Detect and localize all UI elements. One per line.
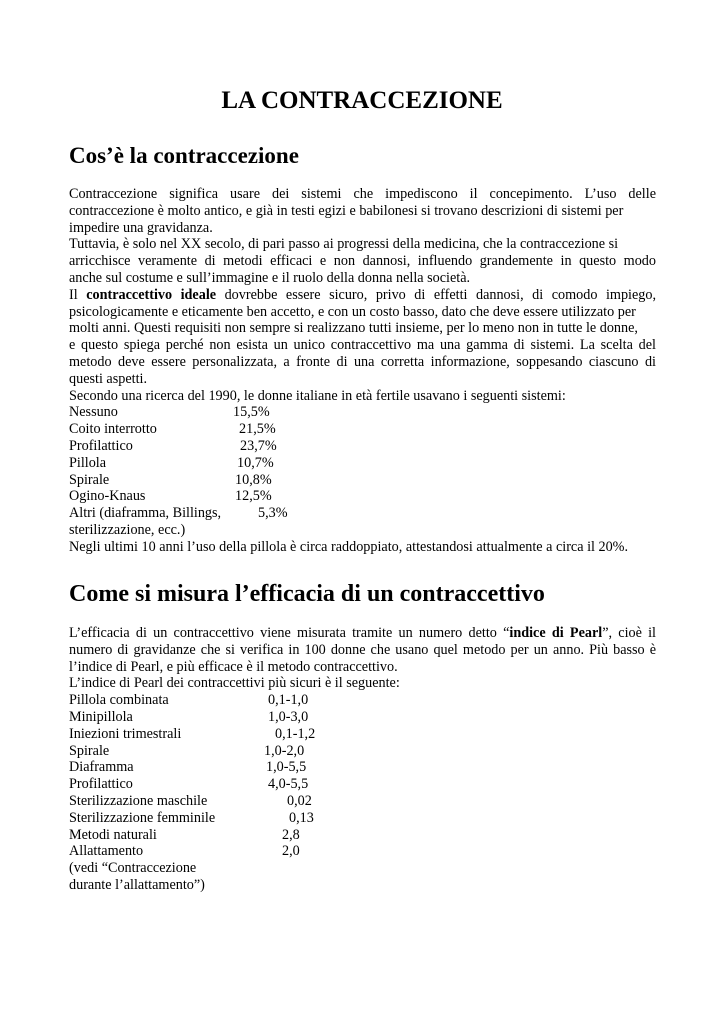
paragraph-line: questi aspetti.: [69, 370, 148, 387]
paragraph-line: e questo spiega perché non esista un unico contraccettivo ma una gamma di sistemi. La scelta del: [69, 337, 656, 354]
usage-method: Nessuno: [69, 404, 118, 421]
pearl-row: [69, 827, 656, 844]
pearl-row: [69, 793, 656, 810]
usage-method: Spirale: [69, 471, 110, 488]
usage-value: 5,3%: [258, 505, 288, 522]
pearl-index-list: [69, 692, 656, 860]
pearl-index-term: indice di Pearl: [509, 625, 603, 641]
paragraph-line: psicologicamente e eticamente ben accetto, e con un costo basso, dato che deve essere utilizzato per: [69, 303, 636, 320]
pearl-method: Spirale: [69, 742, 110, 759]
ideal-contraceptive-term: contraccettivo ideale: [86, 286, 217, 303]
paragraph-line: impedire una gravidanza.: [69, 219, 213, 236]
usage-method: Coito interrotto: [69, 421, 157, 438]
usage-value: 10,7%: [237, 454, 274, 471]
paragraph-line-ideal: [69, 287, 656, 304]
pearl-value: 2,0: [282, 843, 300, 860]
section-efficacy-body: [69, 625, 656, 894]
section-what-is-body: [69, 186, 656, 556]
usage-row: [69, 404, 656, 421]
pearl-value: 1,0-5,5: [266, 759, 307, 776]
pearl-method: Iniezioni trimestrali: [69, 725, 182, 742]
pearl-row: [69, 759, 656, 776]
text-fragment: ”, cioè il: [602, 625, 656, 641]
pearl-row: [69, 692, 656, 709]
paragraph-line: arricchisce veramente di metodi efficaci e non dannosi, influendo grandemente in questo modo: [69, 253, 656, 270]
usage-row: [69, 438, 656, 455]
usage-row: [69, 472, 656, 489]
usage-method: Profilattico: [69, 437, 133, 454]
pearl-method: Minipillola: [69, 708, 133, 725]
usage-list: [69, 404, 656, 538]
paragraph-line: contraccezione è molto antico, e già in testi egizi e babilonesi si trovano descrizioni di sistemi per: [69, 202, 624, 219]
text-fragment: Il: [69, 286, 87, 303]
section-heading-efficacy: Come si misura l’efficacia di un contraccettivo: [69, 581, 545, 607]
usage-method: Ogino-Knaus: [69, 488, 146, 505]
text-fragment: L’efficacia di un contraccettivo viene misurata tramite un numero detto “: [69, 625, 510, 641]
pearl-method: Metodi naturali: [69, 826, 157, 843]
pearl-row: [69, 810, 656, 827]
paragraph-line: Contraccezione significa usare dei sistemi che impediscono il concepimento. L’uso delle: [69, 186, 656, 202]
pearl-value: 0,1-1,0: [268, 692, 309, 709]
text-fragment: dovrebbe essere sicuro, privo di effetti dannosi, di comodo impiego,: [216, 286, 657, 303]
pearl-row: [69, 726, 656, 743]
usage-method: Altri (diaframma, Billings,: [69, 505, 222, 522]
pearl-value: 0,13: [289, 809, 314, 826]
pearl-value: 4,0-5,5: [268, 776, 309, 793]
usage-method: Pillola: [69, 454, 107, 471]
paragraph-line: anche sul costume e sull’immagine e il ruolo della donna nella società.: [69, 269, 471, 286]
pearl-row: [69, 743, 656, 760]
pearl-value: 0,02: [287, 792, 312, 809]
pearl-value: 1,0-2,0: [264, 742, 305, 759]
usage-value: 21,5%: [239, 421, 276, 438]
usage-row: [69, 505, 656, 522]
pearl-row: [69, 776, 656, 793]
document-title: LA CONTRACCEZIONE: [221, 87, 503, 114]
pearl-row: [69, 843, 656, 860]
paragraph-line: L’indice di Pearl dei contraccettivi più sicuri è il seguente:: [69, 675, 400, 692]
pearl-method: Profilattico: [69, 776, 133, 793]
usage-value: 23,7%: [240, 437, 277, 454]
pearl-method: Allattamento: [69, 843, 144, 860]
section-heading-what-is: Cos’è la contraccezione: [69, 143, 299, 168]
pearl-method: Pillola combinata: [69, 692, 169, 709]
usage-row: [69, 488, 656, 505]
pearl-row: [69, 709, 656, 726]
paragraph-line-pearl: [69, 625, 656, 642]
pearl-method: Sterilizzazione femminile: [69, 809, 216, 826]
usage-row: [69, 455, 656, 472]
paragraph-line: numero di gravidanze che si verifica in 100 donne che usano quel metodo per un anno. Più basso è: [69, 641, 656, 658]
pearl-method: Sterilizzazione maschile: [69, 792, 208, 809]
paragraph-line: molti anni. Questi requisiti non sempre si realizzano tutti insieme, per lo meno non in tutte le donne,: [69, 320, 638, 337]
usage-method-continued: sterilizzazione, ecc.): [69, 521, 186, 538]
paragraph-line: l’indice di Pearl, e più efficace è il metodo contraccettivo.: [69, 658, 398, 675]
note-line: (vedi “Contraccezione: [69, 860, 197, 877]
pearl-method: Diaframma: [69, 759, 134, 776]
paragraph-line: metodo deve essere personalizzata, a fronte di una corretta informazione, soppesando ciascuno di: [69, 353, 656, 370]
usage-value: 15,5%: [233, 404, 270, 421]
pearl-value: 0,1-1,2: [275, 725, 316, 742]
pearl-value: 2,8: [282, 826, 300, 843]
usage-value: 12,5%: [235, 488, 272, 505]
paragraph-line: Secondo una ricerca del 1990, le donne italiane in età fertile usavano i seguenti sistemi:: [69, 387, 566, 404]
paragraph-line: Negli ultimi 10 anni l’uso della pillola è circa raddoppiato, attestandosi attualmente a circa il 20%.: [69, 538, 629, 555]
note-line: durante l’allattamento”): [69, 876, 205, 893]
paragraph-line: Tuttavia, è solo nel XX secolo, di pari passo ai progressi della medicina, che la contraccezione si: [69, 236, 619, 253]
pearl-value: 1,0-3,0: [268, 708, 309, 725]
usage-value: 10,8%: [235, 471, 272, 488]
usage-row: [69, 421, 656, 438]
